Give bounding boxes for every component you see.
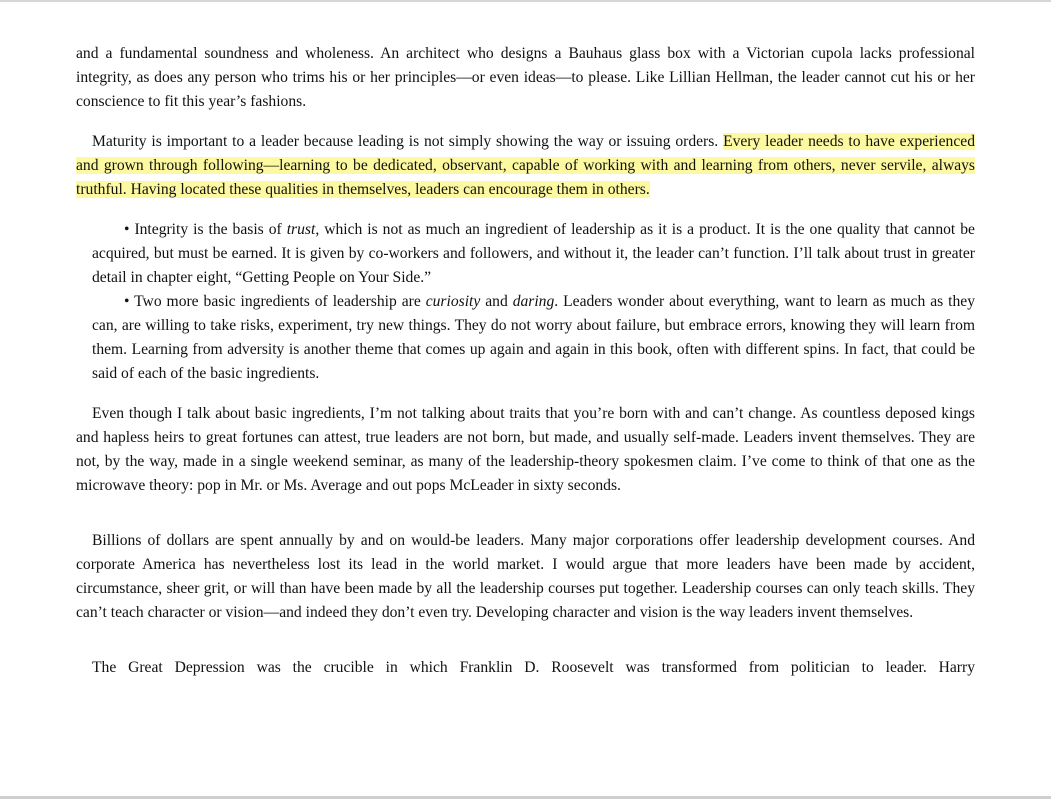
paragraph-basic-ingredients: Even though I talk about basic ingredients, I’m not talking about traits that you’re born with and can’t change. As countless deposed kings and hapless heirs to great fortunes can attest, true leaders are not born, but made, and usually self-made. Leaders invent themselves. They are not, by the way, made in a single weekend seminar, as many of the leadership-theory spokesmen claim. I’ve come to think of that one as the microwave theory: pop in Mr. or Ms. Average and out pops McLeader in sixty seconds. xyxy=(76,405,975,494)
highlighted-text[interactable]: Every leader needs to have experienced and grown through following—learning to be dedicated, observant, capable of working with and learning from others, never servile, always truthful. Having located these qualities in themselves, leaders can encourage them in others. xyxy=(76,133,975,198)
section-spacer xyxy=(76,498,975,529)
paragraph-maturity xyxy=(76,130,975,202)
emphasis-trust: trust xyxy=(286,221,316,238)
paragraph-maturity-text: Maturity is important to a leader because leading is not simply showing the way or issuing orders. xyxy=(92,133,724,150)
bullet-integrity-prefix: • Integrity is the basis of xyxy=(124,221,287,238)
bullet-curiosity-prefix: • Two more basic ingredients of leadership are xyxy=(124,293,426,310)
top-divider xyxy=(0,0,1051,2)
paragraph-great-depression: The Great Depression was the crucible in which Franklin D. Roosevelt was transformed from politician to leader. Harry xyxy=(92,659,975,676)
paragraph-spacer xyxy=(76,114,975,130)
document-page xyxy=(76,42,975,680)
paragraph-spacer xyxy=(76,386,975,402)
paragraph-spacer xyxy=(76,202,975,218)
paragraph-billions-of-dollars: Billions of dollars are spent annually by and on would-be leaders. Many major corporations offer leadership development courses. And corporate America has nevertheless lost its lead in the world market. I would argue that more leaders have been made by accident, circumstance, sheer grit, or will than have been made by all the leadership courses put together. Leadership courses can only teach skills. They can’t teach character or vision—and indeed they don’t even try. Developing character and vision is the way leaders invent themselves. xyxy=(76,532,975,621)
emphasis-daring: daring xyxy=(512,293,555,310)
bullet-integrity-rest: , which is not as much an ingredient of leadership as it is a product. It is the one quality that cannot be acquired, but must be earned. It is given by co-workers and followers, and without it, the leader can’t function. I’ll talk about trust in greater detail in chapter eight, “Getting People on Your Side.” xyxy=(92,221,975,286)
bullet-item-curiosity-daring xyxy=(92,290,975,386)
bullet-curiosity-rest: . Leaders wonder about everything, want to learn as much as they can, are willing to take risks, experiment, try new things. They do not worry about failure, but embrace errors, knowing they will learn from them. Learning from adversity is another theme that comes up again and again in this book, often with different spins. In fact, that could be said of each of the basic ingredients. xyxy=(92,293,975,382)
bullet-curiosity-middle: and xyxy=(480,293,513,310)
section-spacer xyxy=(76,625,975,656)
bullet-item-integrity xyxy=(92,218,975,290)
paragraph-integrity-continued: and a fundamental soundness and wholeness. An architect who designs a Bauhaus glass box with a Victorian cupola lacks professional integrity, as does any person who trims his or her principles—or even ideas—to please. Like Lillian Hellman, the leader cannot cut his or her conscience to fit this year’s fashions. xyxy=(76,45,975,110)
emphasis-curiosity: curiosity xyxy=(425,293,481,310)
